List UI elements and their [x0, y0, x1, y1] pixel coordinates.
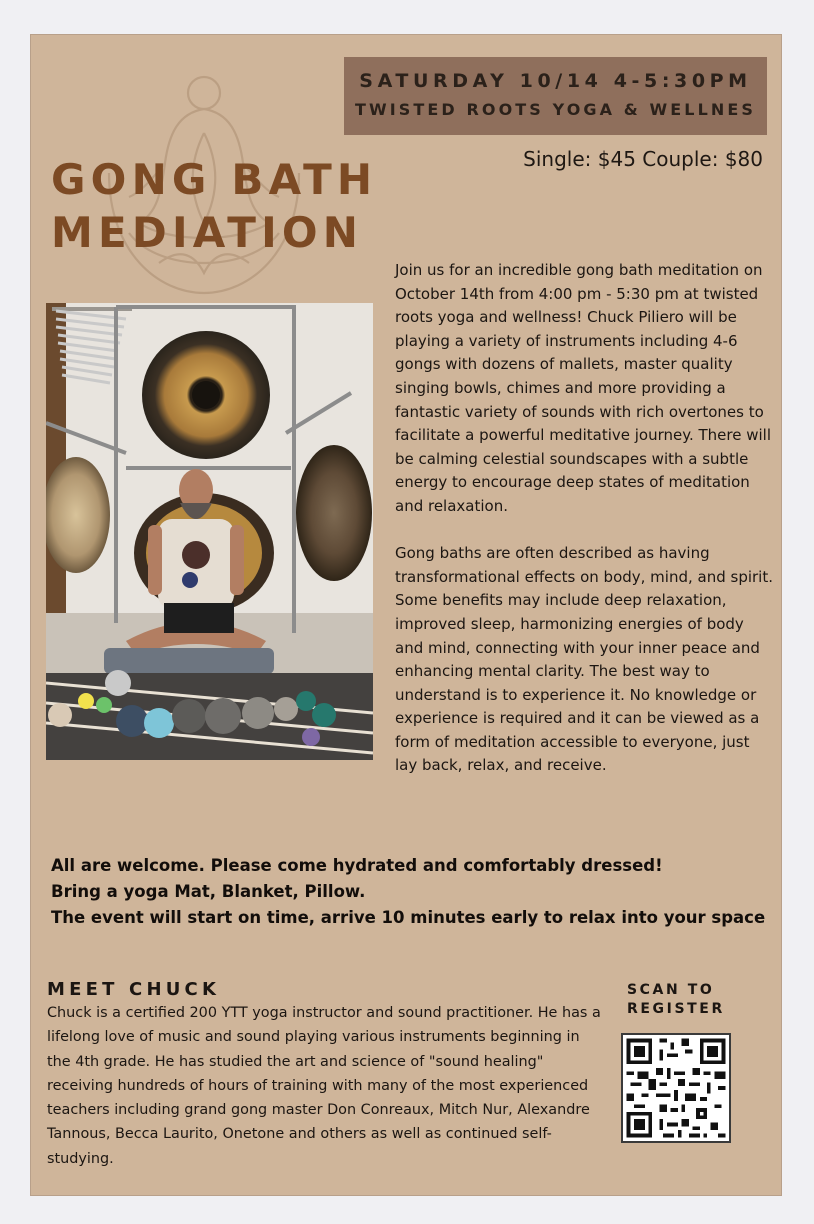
event-notes	[51, 853, 771, 931]
title-line-2: MEDIATION	[51, 208, 364, 257]
description-paragraph-1: Join us for an incredible gong bath meditation on October 14th from 4:00 pm - 5:30 pm at twisted roots yoga and wellness! Chuck Piliero will be playing a variety of instruments including 4-6 gongs with dozens of mallets, master quality singing bowls, chimes and more providing a fantastic variety of sounds with rich overtones to facilitate a powerful meditative journey. There will be calming celestial soundscapes with a subtle energy to encourage deep states of meditation and relaxation.	[395, 261, 772, 515]
pricing-text: Single: $45 Couple: $80	[523, 147, 763, 171]
scan-to-register-label	[627, 981, 747, 1019]
event-date-time: SATURDAY 10/14 4-5:30PM	[359, 70, 752, 92]
note-welcome: All are welcome. Please come hydrated and comfortably dressed!	[51, 856, 663, 875]
event-flyer	[30, 34, 782, 1196]
meet-heading: MEET CHUCK	[47, 979, 221, 1000]
description-paragraph-2: Gong baths are often described as having transformational effects on body, mind, and spirit. Some benefits may include deep relaxation, improved sleep, harmonizing energies of body and mind, connecting with your inner peace and enhancing mental clarity. The best way to understand is to experience it. No knowledge or experience is required and it can be viewed as a form of meditation accessible to everyone, just lay back, relax, and receive.	[395, 544, 773, 775]
date-banner	[344, 57, 767, 135]
title-line-1: GONG BATH	[51, 155, 378, 204]
note-bring-items: Bring a yoga Mat, Blanket, Pillow.	[51, 882, 366, 901]
instructor-bio: Chuck is a certified 200 YTT yoga instructor and sound practitioner. He has a lifelong love of music and sound playing various instruments beginning in the 4th grade. He has studied the art and science of "sound healing" receiving hundreds of hours of training with many of the most experienced teachers including grand gong master Don Conreaux, Mitch Nur, Alexandre Tannous, Becca Laurito, Onetone and others as well as continued self-studying.	[47, 1005, 601, 1167]
event-title	[51, 153, 377, 259]
qr-code-icon[interactable]	[621, 1033, 731, 1143]
scan-label-line-2: REGISTER	[627, 1001, 725, 1017]
instructor-gong-photo	[46, 303, 373, 760]
note-arrive-early: The event will start on time, arrive 10 minutes early to relax into your space	[51, 908, 766, 927]
scan-label-line-1: SCAN TO	[627, 982, 715, 998]
event-venue: TWISTED ROOTS YOGA & WELLNES	[354, 100, 757, 119]
event-description	[395, 259, 775, 802]
